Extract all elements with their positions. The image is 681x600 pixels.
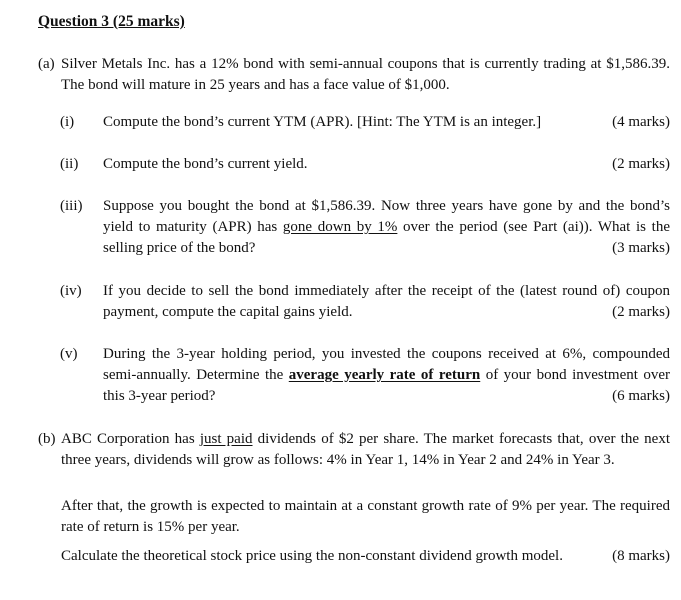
item-marks: (6 marks) [612,388,670,404]
item-text: Compute the bond’s current YTM (APR). [Hint: The YTM is an integer.] [103,114,542,130]
item-marks: (2 marks) [612,304,670,320]
question-item-v [60,344,670,407]
item-text: Compute the bond’s current yield. [103,156,308,172]
part-a-intro [38,54,670,96]
item-marks: (3 marks) [612,240,670,256]
item-text-continued: over the period (see Part (ai)). What is the selling price of the bond? [103,219,670,256]
item-number: (iii) [60,198,83,214]
item-text: Suppose you bought the bond at $1,586.39. Now three years have gone by and the bond’s yield to maturity (APR) has [103,198,670,235]
item-number: (i) [60,114,75,130]
item-underlined-text: gone down by 1% [282,219,398,235]
item-marks: (2 marks) [612,156,670,172]
item-number: (v) [60,346,78,362]
item-text-continued: of your bond investment over this 3-year period? [103,367,671,404]
item-number: (iv) [60,283,82,299]
question-title: Question 3 (25 marks) [38,13,185,30]
item-text: During the 3-year holding period, you invested the coupons received at 6%, compounded semi-annually. Determine the [103,346,670,383]
question-item-i [60,112,670,133]
part-b-question: Calculate the theoretical stock price using the non-constant dividend growth model. [61,548,563,564]
part-b [38,429,670,471]
part-a-label: (a) [38,56,55,72]
item-text: If you decide to sell the bond immediately after the receipt of the (latest round of) coupon payment, compute the capital gains yield. [103,283,670,320]
part-b-paragraph-2: After that, the growth is expected to maintain at a constant growth rate of 9% per year. The required rate of return is 15% per year. [61,498,670,535]
question-item-iii [60,196,670,259]
part-b-label: (b) [38,431,56,447]
item-bold-underlined-text: average yearly rate of return [288,367,481,383]
part-b-marks: (8 marks) [612,548,670,564]
question-item-iv [60,281,670,323]
part-a-text: Silver Metals Inc. has a 12% bond with semi-annual coupons that is currently trading at $1,586.39. The bond will mature in 25 years and has a face value of $1,000. [61,56,670,93]
part-b-text-continued: dividends of $2 per share. The market forecasts that, over the next three years, dividends will grow as follows: 4% in Year 1, 14% in Year 2 and 24% in Year 3. [61,431,670,468]
part-b-text: ABC Corporation has [61,431,200,447]
part-b-underlined-text: just paid [199,431,253,447]
question-item-ii [60,154,670,175]
item-marks: (4 marks) [612,114,670,130]
item-number: (ii) [60,156,79,172]
part-b-paragraph-3 [61,546,670,567]
